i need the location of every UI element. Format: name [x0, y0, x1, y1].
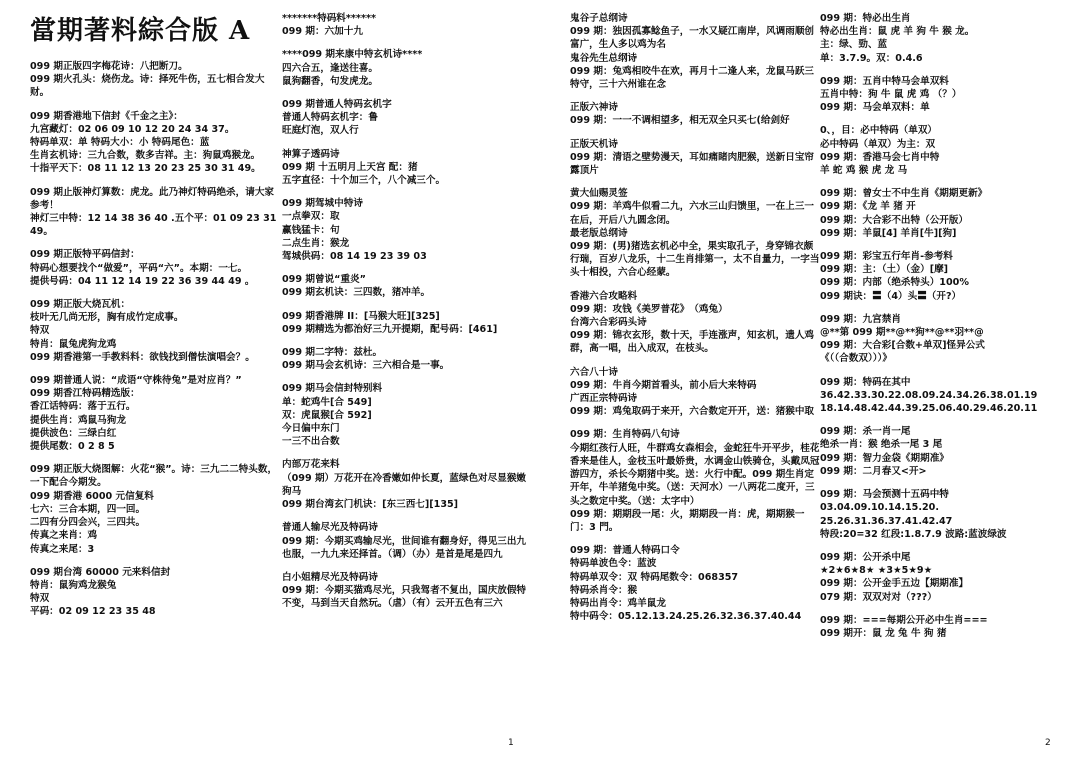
text-line: 单：3.7.9。双：0.4.6 [820, 52, 923, 64]
text-line: ★2★6★8★ ★3★5★9★ [820, 565, 933, 577]
column-1 [30, 12, 278, 629]
text-line: 099 期正版大烧图解：火花“猴”。诗：三九二二特头数，一下配合今期发。 [30, 464, 278, 489]
text-block [30, 60, 278, 100]
text-line: 六合八十诗 [570, 366, 618, 378]
text-line: 099 期：五肖中特马会单双料 [820, 75, 949, 87]
text-line: 必中特码（单双）为主：双 [820, 138, 936, 150]
text-line: 099 期开：鼠 龙 兔 牛 狗 猪 [820, 627, 947, 639]
text-block [570, 428, 820, 534]
text-line: 特必出生肖：鼠 虎 羊 狗 牛 猴 龙。 [820, 26, 975, 38]
text-line: 特码杀肖令：猴 [570, 584, 638, 596]
text-line: 099 期：牛肖今期首看头，前小后大来特码 [570, 379, 757, 391]
text-line: 特码单双：单 特码大小：小 特码尾色：蓝 [30, 137, 210, 149]
text-block [570, 187, 820, 279]
text-line: （099 期）万花开在冷香嫩如仲长夏，蓝绿色对尽显猴嫩狗马 [282, 472, 527, 497]
text-line: 香港六合攻略料 [570, 290, 638, 302]
text-line: 099 期：二月春又<开> [820, 465, 927, 477]
text-block [820, 124, 1070, 177]
text-line: 传真之来肖：鸡 [30, 530, 98, 542]
text-line: 《（（合数双）））》 [820, 353, 892, 365]
text-line: 香江话特码：落于五行。 [30, 401, 136, 413]
text-line: 特码心想要找个“做爱”，平码“六”。本期：一七。 [30, 262, 248, 274]
text-line: 五肖中特：狗 牛 鼠 虎 鸡 （？） [820, 89, 962, 101]
text-line: 099 期马会玄机诗：三六相合是一事。 [282, 360, 450, 372]
text-block [282, 382, 530, 448]
text-line: 神算子透码诗 [282, 148, 340, 160]
text-block [30, 298, 278, 364]
text-line: 特双 [30, 593, 50, 605]
text-line: 九宫藏灯：02 06 09 10 12 20 24 34 37。 [30, 123, 235, 135]
text-line: 099 期：兔鸡相咬牛在欢，再月十二逢人来，龙鼠马跃三特守，三十六州谁在念 [570, 65, 815, 91]
text-line: 今期红孩行人旺，牛群鸡女森相会，金蛇狂牛开平步，桂花香来是佳人，金枝玉叶最娇贵，水调金山铁骑仓，头戴凤冠游四方，杀长今期猪中奖。送：火行中配。099 期生肖定开年，牛羊猪兔中奖。（送：天河水）一八两花二度开，三头之数定中奖。（送：太字中） [570, 442, 820, 507]
text-block [30, 248, 278, 288]
text-line: 特双 [30, 325, 50, 337]
text-line: 25.26.31.36.37.41.42.47 [820, 515, 953, 527]
text-line: 099 期：独因孤寡鲶鱼子，一水又疑江南岸，风调雨顺创富广，生人多以鸡为名 [570, 26, 815, 51]
text-line: 099 期：攻钱《美罗普花》 （鸡兔） [570, 303, 728, 315]
text-line: 一三不出合数 [282, 436, 340, 448]
text-line: 正版六神诗 [570, 102, 618, 114]
text-line: 099 期普通人说：“成语“守株待兔”是对应肖？” [30, 375, 242, 387]
text-line: 099 期：===每期公开必中生肖=== [820, 614, 988, 626]
text-line: 羊 蛇 鸡 猴 虎 龙 马 [820, 165, 908, 177]
text-line: 099 期 十五明月上天宫 配：猪 [282, 161, 418, 173]
text-line: 普通人特码玄机字：鲁 [282, 112, 378, 124]
text-line: 099 期：(男)猪选玄机必中全，果实取孔子，身穿锦衣颇行瑞，百岁八龙乐，十二生肖排第一，太不自量力，一字当头十相投，六合心经蒙。 [570, 241, 820, 279]
text-line: 枝叶无几尚无形，胸有成竹定成事。 [30, 312, 184, 324]
text-line: 099 期普通人特码玄机字 [282, 99, 392, 111]
text-line: 二点生肖：猴龙 [282, 237, 350, 249]
text-line: 099 期：今期买猫鸡尽光，只我驾者不复出，国庆放假特不变，马到当天自然玩。（虐）（有）云开五色有三六 [282, 585, 527, 610]
text-block [820, 250, 1070, 303]
text-block [820, 614, 1070, 640]
page-2 [540, 0, 1080, 762]
text-line: 099 期正版四字梅花诗：八把断刀。 [30, 61, 188, 72]
text-line: 099 期：大合彩[合数+单双]怪异公式 [820, 340, 985, 352]
text-line: 099 期：公开金手五边【期期准】 [820, 578, 969, 590]
text-line: 099 期：彩宝五行年肖-参考料 [820, 251, 953, 263]
text-line: 一点拳双：取 [282, 211, 340, 223]
text-line: 双：虎鼠猴[合 592] [282, 409, 372, 421]
text-line: 旺庭灯泡，双人行 [282, 125, 359, 137]
text-line: 099 期：杀一肖一尾 [820, 426, 911, 438]
text-block [30, 374, 278, 453]
text-line: 099 期：马会单双料：单 [820, 102, 930, 114]
text-line: 普通人输尽光及特码诗 [282, 522, 378, 534]
text-line: 黄大仙赐灵签 [570, 188, 628, 200]
text-block [282, 346, 530, 372]
text-line: 099 期：六加十九 [282, 26, 363, 38]
text-block [820, 376, 1070, 416]
text-block [570, 544, 820, 623]
page-number: 2 [1045, 738, 1051, 748]
text-line: 099 期：锦衣玄形，数十天，手连涨声，知玄机，遗人鸡群，高一唱，出入成双，在枝头。 [570, 330, 815, 355]
text-line: 十指平天下：08 11 12 13 20 23 25 30 31 49。 [30, 163, 261, 175]
text-line: 生肖玄机诗：三九合数，数多吉祥。主：狗鼠鸡猴龙。 [30, 150, 261, 162]
document-title: 當期著料綜合版 A [30, 16, 251, 46]
text-line: 四六合五，逢送往喜。 [282, 62, 378, 74]
text-line: 099 期：公开杀中尾 [820, 551, 911, 563]
text-line: 平码：02 09 12 23 35 48 [30, 606, 156, 618]
text-line: 提供号码：04 11 12 14 19 22 36 39 44 49 。 [30, 275, 255, 287]
text-block [820, 551, 1070, 604]
text-line: 099 期：期期段一尾：火，期期段一肖：虎，期期猴一门：3 門。 [570, 508, 805, 533]
text-line: ****099 期来康中特玄机诗**** [282, 49, 423, 61]
text-line: 特码出肖令：鸡羊鼠龙 [570, 597, 666, 609]
text-line: @**第 099 期**@**狗**@**羽**@ [820, 327, 984, 339]
text-line: 079 期：双双对对（???） [820, 591, 937, 603]
text-line: 099 期：九宫禁肖 [820, 313, 901, 325]
text-line: 36.42.33.30.22.08.09.24.34.26.38.01.19 [820, 389, 1038, 401]
text-block [282, 48, 530, 88]
text-line: 099 期：特码在其中 [820, 376, 911, 388]
text-line: 二四有分四会兴，三四共。 [30, 517, 146, 529]
text-line: 099 期玄机诀：三四数，猪冲羊。 [282, 287, 431, 299]
text-line: 099 期香江特码精选版： [30, 388, 140, 400]
text-block [820, 75, 1070, 115]
text-line: 099 期：香港马会七肖中特 [820, 151, 940, 163]
text-line: 提供波色：三绿白红 [30, 427, 117, 439]
text-line: 099 期香港地下信封《千金之主》： [30, 110, 183, 122]
text-block [820, 488, 1070, 541]
text-line: 099 期香港牌 II：[马猴大旺][325] [282, 310, 440, 322]
text-line: 鬼谷先生总纲诗 [570, 52, 638, 64]
text-line: 赢钱猛卡：句 [282, 224, 340, 236]
text-line: 099 期：羊鼠[4] 羊肖[牛][狗] [820, 227, 957, 239]
text-line: 特肖：鼠兔虎狗龙鸡 [30, 338, 117, 350]
text-line: 单：蛇鸡牛[合 549] [282, 396, 372, 408]
text-line: 099 期正版特平码信封： [30, 249, 140, 261]
text-line: 内部万花来料 [282, 459, 340, 471]
text-block [820, 313, 1070, 366]
text-line: 099 期台湾玄门机诀：[东三西七][135] [282, 499, 459, 511]
text-block [30, 463, 278, 555]
text-block [820, 425, 1070, 478]
text-block [282, 273, 530, 299]
text-block [570, 366, 820, 419]
text-block [820, 187, 1070, 240]
text-line: 特段:20=32 红段:1.8.7.9 波路:蓝波绿波 [820, 528, 1007, 540]
text-line: 广西正宗特码诗 [570, 393, 638, 405]
text-line: 特中码令：05.12.13.24.25.26.32.36.37.40.44 [570, 611, 802, 623]
text-line: 特码单双令：双 特码尾数令：068357 [570, 571, 739, 583]
text-block [282, 521, 530, 561]
text-line: 099 期二字特：兹杜。 [282, 347, 383, 359]
text-line: 白小姐精尽光及特码诗 [282, 571, 378, 583]
text-line: 鬼谷子总纲诗 [570, 13, 628, 24]
text-line: 099 期曾说“重炎” [282, 274, 366, 286]
text-line: 传真之来尾：3 [30, 543, 95, 555]
text-line: 099 期：马会预测十五码中特 [820, 489, 949, 501]
column-2 [282, 12, 530, 621]
text-line: 神灯三中特：12 14 38 36 40 .五个平：01 09 23 31 49。 [30, 213, 277, 238]
text-line: 099 期：智力金袋《期期准》 [820, 452, 949, 464]
text-line: 099 期：曾女士不中生肖《期期更新》 [820, 188, 988, 200]
column-4 [820, 12, 1070, 650]
text-block [30, 110, 278, 176]
text-line: 099 期：今期买鸡输尽光，世间谁有翻身好，得见三出九也服，一九九来还择首。（调）（办）是首是尾是四九 [282, 535, 527, 560]
text-line: 099 期：内部（绝杀特头）100% [820, 277, 969, 289]
text-block [570, 290, 820, 356]
text-block [570, 101, 820, 127]
text-line: 099 期止版神灯算数：虎龙。此乃神灯特码绝杀，请大家参考！ [30, 186, 275, 211]
text-line: 099 期：普通人特码口令 [570, 545, 680, 557]
text-line: 099 期香港第一手教料料：欲钱找到僧怯演唱会？。 [30, 351, 255, 363]
text-line: 03.04.09.10.14.15.20. [820, 502, 939, 514]
text-line: 099 期台湾 60000 元来料信封 [30, 566, 171, 578]
text-line: 正版天机诗 [570, 138, 618, 150]
text-line: 最老版总纲诗 [570, 227, 628, 239]
text-block [282, 310, 530, 336]
column-3 [570, 12, 820, 633]
text-line: 099 期驾城中特诗 [282, 198, 363, 210]
text-line: 099 期香港 6000 元信复料 [30, 490, 154, 502]
text-line: 099 期：鸡兔取码于来开，六合数定开开，送：猪猴中取 [570, 406, 815, 418]
text-line: 台湾六合彩码头诗 [570, 317, 647, 329]
text-block [282, 12, 530, 38]
text-block [282, 98, 530, 138]
page-number: 1 [508, 738, 514, 748]
text-line: 099 期：大合彩不出特（公开版） [820, 214, 969, 226]
text-line: *******特码料****** [282, 13, 377, 24]
text-line: 099 期火孔头：烧伤龙。诗：择死牛伤，五七相合发大财。 [30, 74, 265, 99]
text-line: 主：绿、勁、蓝 [820, 39, 888, 51]
text-line: 099 期：《龙 羊 猪 开 [820, 201, 916, 213]
text-block [30, 186, 278, 239]
text-line: 099 期正版大烧瓦机： [30, 299, 131, 311]
text-line: 099 期马会信封特别料 [282, 383, 383, 395]
text-block [30, 566, 278, 619]
text-line: 五字直径：十个加三个，八个减三个。 [282, 175, 446, 187]
text-line: 099 期：特必出生肖 [820, 13, 911, 24]
text-line: 今日偏中东门 [282, 423, 340, 435]
text-line: 驾城供码：08 14 19 23 39 03 [282, 251, 427, 263]
text-block [570, 12, 820, 91]
text-line: 提供尾数：0 2 8 5 [30, 441, 115, 453]
text-line: 18.14.48.42.44.39.25.06.40.29.46.20.11 [820, 403, 1038, 415]
text-line: 099 期：羊鸡牛似看二九，六水三山归馈里，一在上三一在后，开后八九圆念闭。 [570, 201, 815, 226]
text-line: 绝杀一肖：猴 绝杀一尾 3 尾 [820, 439, 943, 451]
text-line: 七六：三合本期，四一回。 [30, 503, 146, 515]
text-block [282, 571, 530, 611]
text-line: 鼠狗翻香，句发虎龙。 [282, 75, 378, 87]
text-line: 099 期：主：（土）（金）[摩] [820, 264, 949, 276]
text-line: 099 期精选为都治好三九开提期，配号码：[461] [282, 323, 498, 335]
text-line: 提供生肖：鸡鼠马狗龙 [30, 414, 126, 426]
text-line: 099 期：清语之壁势漫天，耳如痛睹肉肥猴，送新日宝帘露顶片 [570, 151, 815, 177]
text-line: 特码单波色令：蓝波 [570, 558, 657, 570]
text-line: 099 期：一一不调相望多，相无双全只买七(给剑好 [570, 115, 790, 127]
text-line: 099 期：生肖特码八句诗 [570, 429, 680, 441]
text-block [282, 148, 530, 188]
text-line: 特肖：鼠狗鸡龙猴兔 [30, 579, 117, 591]
text-line: 099 期诀：〓（4）头〓（开?） [820, 290, 962, 302]
text-block [820, 12, 1070, 65]
text-block [282, 458, 530, 511]
text-block [282, 197, 530, 263]
text-line: 0、，目：必中特码（单双） [820, 125, 937, 137]
text-block [570, 138, 820, 178]
